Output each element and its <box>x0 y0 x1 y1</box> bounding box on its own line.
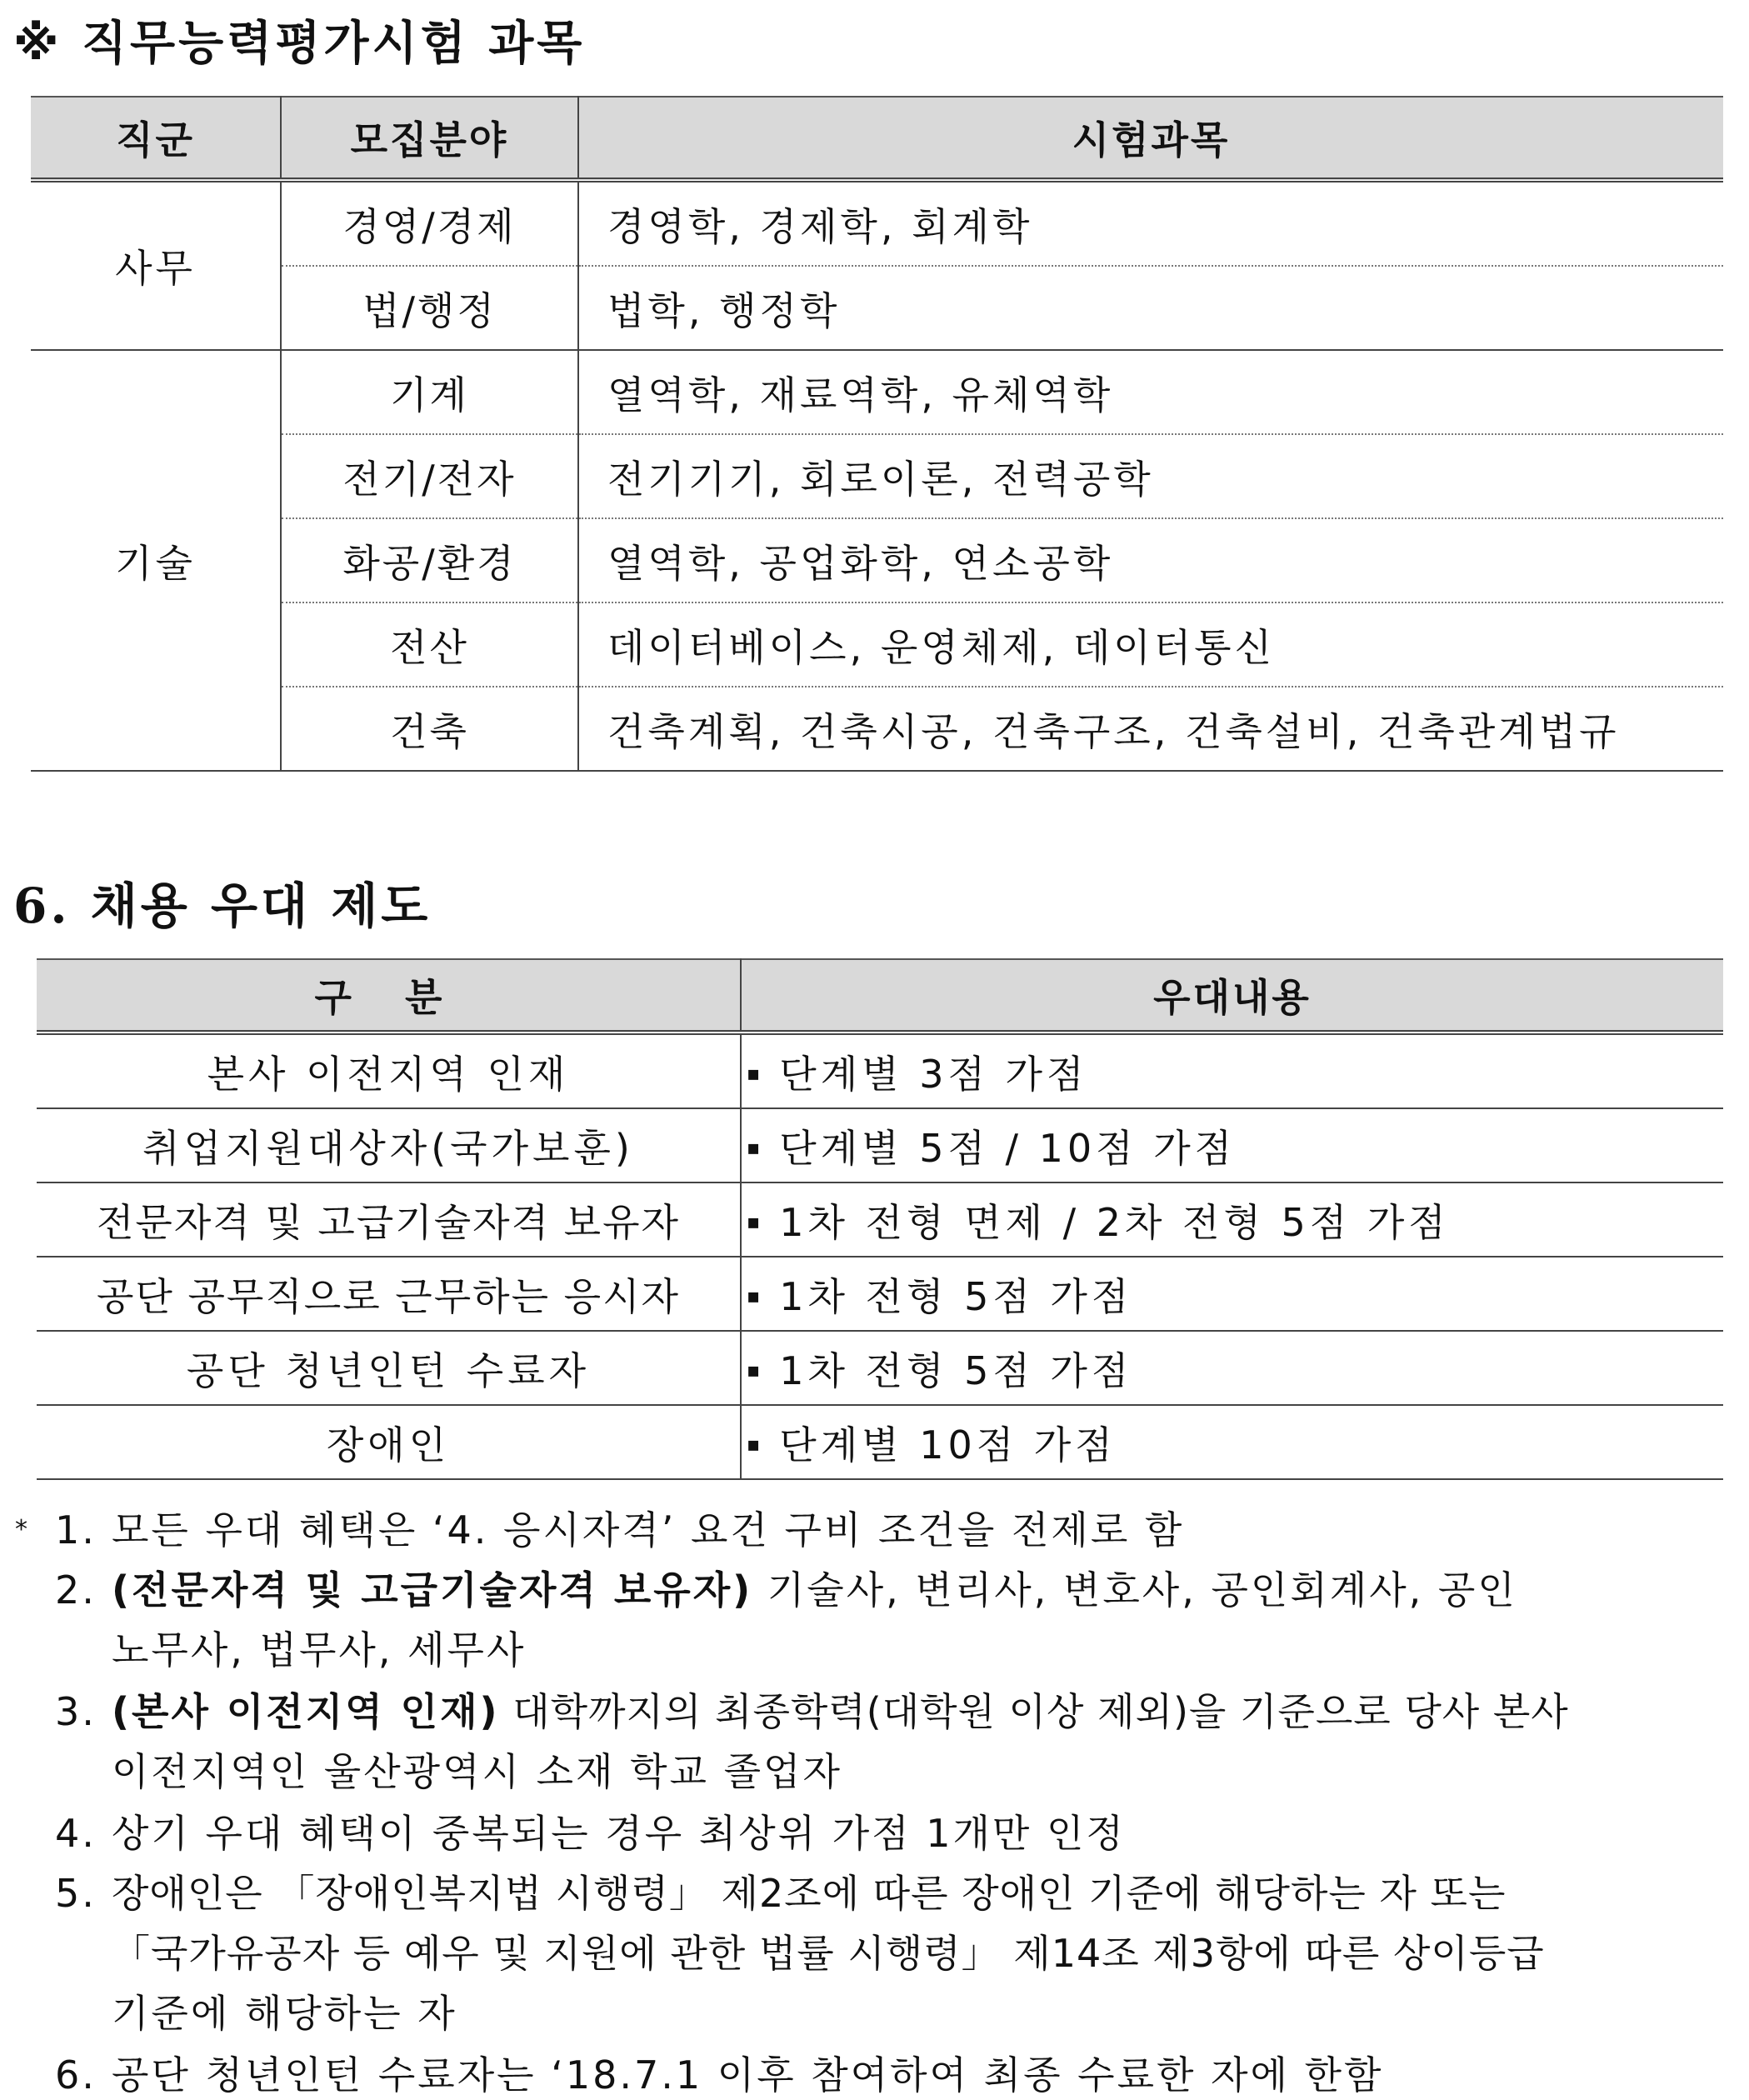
field-cell: 전산 <box>281 602 578 687</box>
bullet-icon: ▪ <box>747 1358 765 1382</box>
note-2 <box>55 1560 1517 1615</box>
notes-marker: * <box>15 1515 27 1544</box>
header-job-group: 직군 <box>31 97 281 180</box>
table-row <box>31 687 1723 771</box>
note-bold-text: (전문자격 및 고급기술자격 보유자) <box>112 1568 753 1612</box>
bullet-icon: ▪ <box>747 1062 765 1085</box>
benefit-text: 1차 전형 면제 / 2차 전형 5점 가점 <box>779 1199 1450 1245</box>
subjects-cell: 건축계획, 건축시공, 건축구조, 건축설비, 건축관계법규 <box>578 687 1723 771</box>
section-number: 6. <box>13 878 71 934</box>
note-3 <box>55 1682 1569 1737</box>
benefit-text: 단계별 3점 가점 <box>779 1051 1088 1097</box>
job-group-cell: 사무 <box>31 180 281 350</box>
header-subjects: 시험과목 <box>578 97 1723 180</box>
bullet-icon: ▪ <box>747 1284 765 1308</box>
table-row <box>31 434 1723 518</box>
table-row <box>31 266 1723 350</box>
note-5 <box>55 1863 1506 1918</box>
table-row <box>31 602 1723 687</box>
table-header-row <box>31 97 1723 180</box>
bullet-icon: ▪ <box>747 1432 765 1456</box>
note-text: 공단 청년인턴 수료자는 ‘18.7.1 이후 참여하여 최종 수료한 자에 한함 <box>112 2052 1384 2098</box>
note-number: 3. <box>55 1689 97 1734</box>
benefit-cell <box>741 1257 1723 1331</box>
field-cell: 전기/전자 <box>281 434 578 518</box>
benefit-cell <box>741 1331 1723 1405</box>
category-cell: 취업지원대상자(국가보훈) <box>37 1108 741 1182</box>
table-row <box>37 1182 1723 1257</box>
bullet-icon: ▪ <box>747 1210 765 1233</box>
note-3-continued: 이전지역인 울산광역시 소재 학교 졸업자 <box>112 1749 842 1794</box>
note-text: 대학까지의 최종학력(대학원 이상 제외)을 기준으로 당사 본사 <box>499 1689 1569 1734</box>
subjects-cell: 법학, 행정학 <box>578 266 1723 350</box>
benefit-cell <box>741 1405 1723 1479</box>
table-header-row <box>37 959 1723 1032</box>
benefit-text: 단계별 10점 가점 <box>779 1422 1117 1468</box>
note-2-continued: 노무사, 법무사, 세무사 <box>112 1628 527 1672</box>
exam-subjects-heading: ※ 직무능력평가시험 과목 <box>13 17 586 71</box>
benefit-cell <box>741 1032 1723 1108</box>
note-text: 장애인은 「장애인복지법 시행령」 제2조에 따른 장애인 기준에 해당하는 자 또는 <box>112 1871 1507 1916</box>
table-row <box>31 180 1723 266</box>
exam-subjects-table <box>31 96 1723 772</box>
table-row <box>37 1257 1723 1331</box>
field-cell: 법/행정 <box>281 266 578 350</box>
benefit-text: 1차 전형 5점 가점 <box>779 1348 1133 1393</box>
section-title: 채용 우대 제도 <box>90 878 432 934</box>
note-bold-text: (본사 이전지역 인재) <box>112 1689 500 1734</box>
benefit-cell <box>741 1182 1723 1257</box>
table-row <box>37 1108 1723 1182</box>
field-cell: 기계 <box>281 350 578 434</box>
table-row <box>37 1405 1723 1479</box>
table-row <box>31 350 1723 434</box>
category-cell: 전문자격 및 고급기술자격 보유자 <box>37 1182 741 1257</box>
field-cell: 경영/경제 <box>281 180 578 266</box>
header-category: 구 분 <box>37 959 741 1032</box>
job-group-cell: 기술 <box>31 350 281 771</box>
header-benefit: 우대내용 <box>741 959 1723 1032</box>
note-text: 기술사, 변리사, 변호사, 공인회계사, 공인 <box>752 1568 1517 1612</box>
note-text: 상기 우대 혜택이 중복되는 경우 최상위 가점 1개만 인정 <box>112 1811 1126 1856</box>
category-cell: 본사 이전지역 인재 <box>37 1032 741 1108</box>
note-5-continued: 「국가유공자 등 예우 및 지원에 관한 법률 시행령」 제14조 제3항에 따른 상이등급 <box>112 1931 1545 1976</box>
header-field: 모집분야 <box>281 97 578 180</box>
subjects-cell: 경영학, 경제학, 회계학 <box>578 180 1723 266</box>
note-number: 2. <box>55 1568 97 1612</box>
note-text: 모든 우대 혜택은 ‘4. 응시자격’ 요건 구비 조건을 전제로 함 <box>112 1508 1185 1552</box>
subjects-cell: 열역학, 재료역학, 유체역학 <box>578 350 1723 434</box>
note-4 <box>55 1803 1126 1858</box>
table-row <box>37 1331 1723 1405</box>
category-cell: 장애인 <box>37 1405 741 1479</box>
note-6 <box>55 2045 1383 2100</box>
note-number: 1. <box>55 1508 97 1552</box>
note-number: 5. <box>55 1871 97 1916</box>
field-cell: 화공/환경 <box>281 518 578 602</box>
benefit-cell <box>741 1108 1723 1182</box>
table-row <box>37 1032 1723 1108</box>
subjects-cell: 전기기기, 회로이론, 전력공학 <box>578 434 1723 518</box>
bullet-icon: ▪ <box>747 1136 765 1159</box>
note-number: 6. <box>55 2052 97 2098</box>
category-cell: 공단 청년인턴 수료자 <box>37 1331 741 1405</box>
field-cell: 건축 <box>281 687 578 771</box>
category-cell: 공단 공무직으로 근무하는 응시자 <box>37 1257 741 1331</box>
table-row <box>31 518 1723 602</box>
benefit-text: 단계별 5점 / 10점 가점 <box>779 1125 1237 1171</box>
note-5-continued-2: 기준에 해당하는 자 <box>112 1991 457 2036</box>
note-1 <box>55 1500 1184 1555</box>
preference-table <box>37 958 1723 1480</box>
benefit-text: 1차 전형 5점 가점 <box>779 1273 1133 1319</box>
note-number: 4. <box>55 1811 97 1856</box>
subjects-cell: 열역학, 공업화학, 연소공학 <box>578 518 1723 602</box>
preference-heading <box>13 867 431 937</box>
subjects-cell: 데이터베이스, 운영체제, 데이터통신 <box>578 602 1723 687</box>
